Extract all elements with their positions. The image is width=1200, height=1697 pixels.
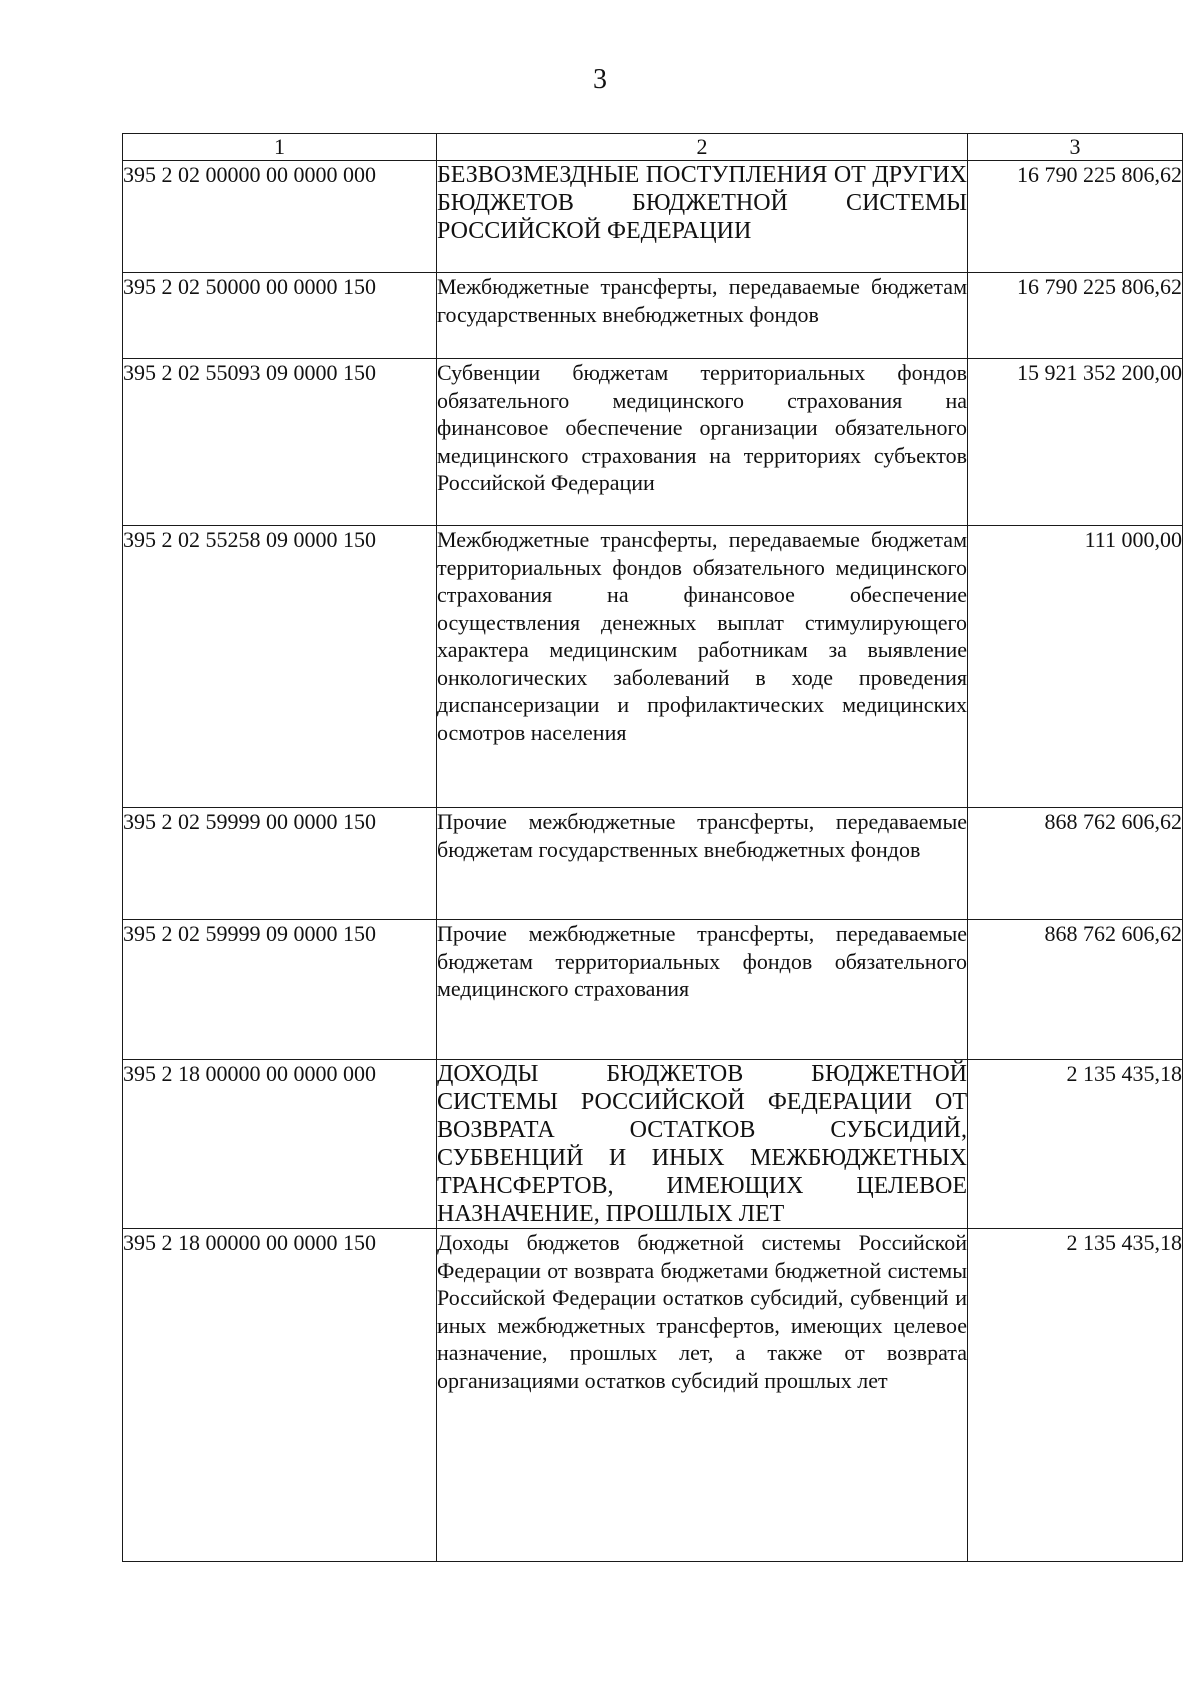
description-cell: Прочие межбюджетные трансферты, передаваемые бюджетам территориальных фондов обязательного медицинского страхования — [437, 920, 968, 1060]
description-cell: Прочие межбюджетные трансферты, передаваемые бюджетам государственных внебюджетных фондов — [437, 808, 968, 920]
description-cell: ДОХОДЫ БЮДЖЕТОВ БЮДЖЕТНОЙ СИСТЕМЫ РОССИЙСКОЙ ФЕДЕРАЦИИ ОТ ВОЗВРАТА ОСТАТКОВ СУБСИДИЙ, СУБВЕНЦИЙ И ИНЫХ МЕЖБЮДЖЕТНЫХ ТРАНСФЕРТОВ, ИМЕЮЩИХ ЦЕЛЕВОЕ НАЗНАЧЕНИЕ, ПРОШЛЫХ ЛЕТ — [437, 1061, 967, 1227]
revenue-table — [122, 133, 1183, 1562]
description-cell: Межбюджетные трансферты, передаваемые бюджетам территориальных фондов обязательного медицинского страхования на финансовое обеспечение осуществления денежных выплат стимулирующего характера медицинским работникам за выявление онкологических заболеваний в ходе проведения диспансеризации и профилактических медицинских осмотров населения — [437, 526, 968, 808]
amount-cell: 16 790 225 806,62 — [968, 273, 1183, 359]
amount-cell: 111 000,00 — [968, 526, 1183, 808]
table-row — [123, 273, 1183, 359]
table-row — [123, 1060, 1183, 1229]
column-header-1: 1 — [123, 134, 437, 161]
amount-cell: 868 762 606,62 — [968, 808, 1183, 920]
budget-code-cell: 395 2 02 00000 00 0000 000 — [123, 161, 437, 273]
budget-code-cell: 395 2 02 59999 09 0000 150 — [123, 920, 437, 1060]
budget-code-cell: 395 2 18 00000 00 0000 150 — [123, 1229, 437, 1562]
amount-cell: 868 762 606,62 — [968, 920, 1183, 1060]
budget-code-cell: 395 2 02 50000 00 0000 150 — [123, 273, 437, 359]
page-number: 3 — [593, 64, 607, 95]
amount-cell: 16 790 225 806,62 — [968, 161, 1183, 273]
table-row — [123, 920, 1183, 1060]
description-cell: БЕЗВОЗМЕЗДНЫЕ ПОСТУПЛЕНИЯ ОТ ДРУГИХ БЮДЖЕТОВ БЮДЖЕТНОЙ СИСТЕМЫ РОССИЙСКОЙ ФЕДЕРАЦИИ — [437, 161, 968, 273]
amount-cell: 15 921 352 200,00 — [968, 359, 1183, 526]
amount-cell: 2 135 435,18 — [968, 1229, 1183, 1562]
description-cell: Субвенции бюджетам территориальных фондов обязательного медицинского страхования на финансовое обеспечение организации обязательного медицинского страхования на территориях субъектов Российской Федерации — [437, 359, 968, 526]
table-row — [123, 1229, 1183, 1562]
description-cell: Доходы бюджетов бюджетной системы Российской Федерации от возврата бюджетами бюджетной системы Российской Федерации остатков субсидий, субвенций и иных межбюджетных трансфертов, имеющих целевое назначение, прошлых лет, а также от возврата организациями остатков субсидий прошлых лет — [437, 1229, 968, 1562]
table-row — [123, 526, 1183, 808]
budget-code-cell: 395 2 18 00000 00 0000 000 — [123, 1060, 437, 1229]
table-header-row — [123, 134, 1183, 161]
table-row — [123, 161, 1183, 273]
budget-code-cell: 395 2 02 59999 00 0000 150 — [123, 808, 437, 920]
budget-code-cell: 395 2 02 55093 09 0000 150 — [123, 359, 437, 526]
column-header-2: 2 — [437, 134, 968, 161]
column-header-3: 3 — [968, 134, 1183, 161]
description-cell: Межбюджетные трансферты, передаваемые бюджетам государственных внебюджетных фондов — [437, 273, 968, 359]
amount-cell: 2 135 435,18 — [968, 1060, 1183, 1229]
budget-code-cell: 395 2 02 55258 09 0000 150 — [123, 526, 437, 808]
table-row — [123, 808, 1183, 920]
table-row — [123, 359, 1183, 526]
